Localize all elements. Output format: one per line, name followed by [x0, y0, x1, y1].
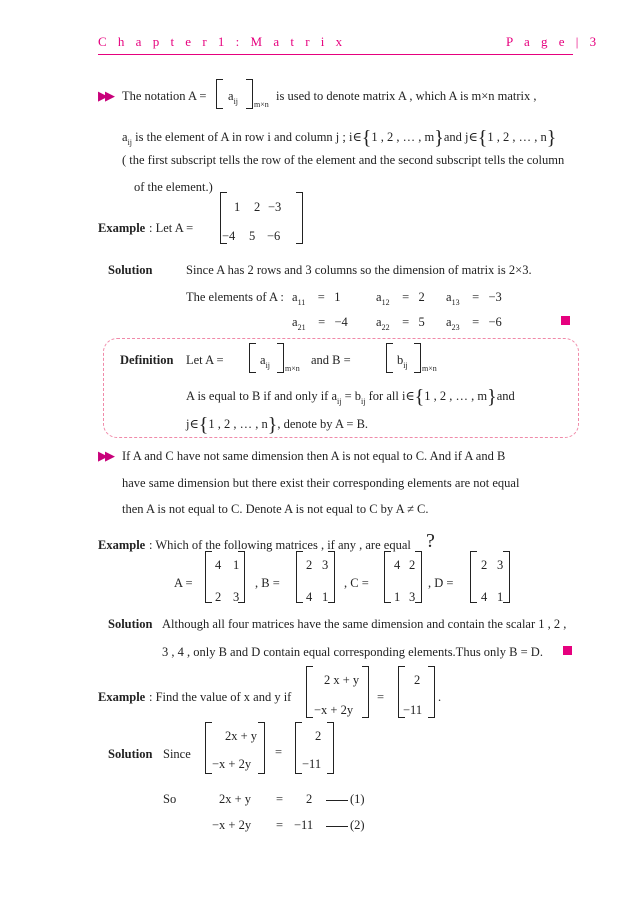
- bullet-arrow-icon: ▶▶: [98, 88, 112, 103]
- elements-label: The elements of A :: [186, 290, 284, 304]
- matrix-cell: 4: [306, 590, 313, 604]
- example-label: Example: [98, 221, 146, 235]
- equation-1-eq: =: [276, 792, 284, 806]
- matrix-D-label: , D =: [428, 576, 454, 590]
- solution-text-2: 3 , 4 , only B and D contain equal corresponding elements.Thus only B = D.: [162, 645, 543, 659]
- definition-label: Definition: [120, 353, 174, 367]
- matrix-cell: −x + 2y: [212, 757, 252, 771]
- solution-label: Solution: [108, 263, 153, 277]
- element-a21: $a_{21}$ = −4: [292, 315, 348, 332]
- matrix-bracket-right: [503, 551, 510, 603]
- def-dim: m×n: [422, 364, 437, 373]
- matrix-cell: 3: [497, 558, 504, 572]
- matrix-bracket-left: [295, 722, 302, 774]
- solution-label: Solution: [108, 747, 153, 761]
- matrix-cell: 3: [409, 590, 416, 604]
- matrix-cell: 2: [481, 558, 488, 572]
- matrix-cell: 5: [249, 229, 256, 243]
- end-square-icon: [563, 646, 572, 655]
- bracket-right: [246, 79, 253, 109]
- inequality-text-2: have same dimension but there exist their corresponding elements are not equal: [122, 476, 520, 490]
- equation-1-rhs: 2: [306, 792, 313, 806]
- matrix-cell: 2: [315, 729, 322, 743]
- equation-2-tag: (2): [350, 818, 365, 832]
- matrix-cell: 3: [322, 558, 329, 572]
- element-a13: $a_{13}$ = −3: [446, 290, 502, 307]
- matrix-cell: −x + 2y: [314, 703, 354, 717]
- equation-2-rhs: −11: [294, 818, 314, 832]
- chapter-title: C h a p t e r 1 : M a t r i x: [98, 34, 347, 49]
- matrix-cell: −11: [403, 703, 423, 717]
- period: .: [438, 690, 442, 704]
- equals-sign: =: [377, 690, 385, 704]
- header-rule: [98, 54, 573, 55]
- solution-text: Since A has 2 rows and 3 columns so the dimension of matrix is 2×3.: [186, 263, 532, 277]
- equation-2-lhs: −x + 2y: [212, 818, 252, 832]
- subscript-note-2: of the element.): [134, 180, 213, 194]
- bracket-right: [277, 343, 284, 373]
- matrix-bracket-left: [470, 551, 477, 603]
- notation-text-b: is used to denote matrix A , which A is m×n matrix ,: [276, 89, 537, 103]
- solution-label: Solution: [108, 617, 153, 631]
- definition-text-3: j∈{1 , 2 , … , n}, denote by A = B.: [186, 414, 369, 436]
- definition-text-1: Let A =: [186, 353, 224, 367]
- matrix-cell: −4: [222, 229, 236, 243]
- notation-element: $a_{ij}$: [228, 89, 239, 106]
- inequality-text-1: If A and C have not same dimension then A is not equal to C. And if A and B: [122, 449, 506, 463]
- matrix-cell: 2: [215, 590, 222, 604]
- matrix-B-label: , B =: [255, 576, 280, 590]
- matrix-bracket-right: [328, 551, 335, 603]
- element-a12: $a_{12}$ = 2: [376, 290, 425, 307]
- subscript-note: ( the first subscript tells the row of the element and the second subscript tells the column: [122, 153, 565, 167]
- matrix-cell: 1: [234, 200, 241, 214]
- example-label: Example: [98, 538, 146, 552]
- equation-rule: [326, 826, 348, 827]
- question-mark: ?: [426, 530, 435, 552]
- inequality-text-3: then A is not equal to C. Denote A is not equal to C by A ≠ C.: [122, 502, 429, 516]
- matrix-C-label: , C =: [344, 576, 369, 590]
- matrix-bracket-left: [296, 551, 303, 603]
- matrix-cell: 2x + y: [225, 729, 258, 743]
- matrix-bracket-right: [327, 722, 334, 774]
- matrix-bracket-right: [238, 551, 245, 603]
- matrix-cell: −3: [268, 200, 282, 214]
- matrix-cell: 1: [322, 590, 329, 604]
- matrix-bracket-right: [415, 551, 422, 603]
- matrix-bracket-right: [428, 666, 435, 718]
- matrix-cell: 2: [414, 673, 421, 687]
- matrix-cell: 2: [409, 558, 416, 572]
- matrix-cell: 2: [306, 558, 313, 572]
- matrix-cell: 4: [481, 590, 488, 604]
- example-label: Example: [98, 690, 146, 704]
- notation-text-a: The notation A =: [122, 89, 207, 103]
- element-a23: $a_{23}$ = −6: [446, 315, 502, 332]
- def-a-element: $a_{ij}$: [260, 353, 271, 370]
- equals-sign: =: [275, 745, 283, 759]
- element-a22: $a_{22}$ = 5: [376, 315, 425, 332]
- aij-desc: $a_{ij}$ is the element of A in row i and column j ; i∈{1 , 2 , … , m}and j∈{1 , 2 , … , n}: [122, 127, 557, 149]
- matrix-cell: 2: [254, 200, 261, 214]
- example-text: : Find the value of x and y if: [149, 690, 292, 704]
- solution-text: Although all four matrices have the same dimension and contain the scalar 1 , 2 ,: [162, 617, 567, 631]
- since-text: Since: [163, 747, 191, 761]
- matrix-cell: 1: [394, 590, 401, 604]
- example-text: : Let A =: [149, 221, 194, 235]
- matrix-bracket-left: [205, 551, 212, 603]
- matrix-bracket-left: [384, 551, 391, 603]
- matrix-cell: 3: [233, 590, 240, 604]
- matrix-cell: 1: [233, 558, 240, 572]
- def-dim: m×n: [285, 364, 300, 373]
- matrix-bracket-right: [362, 666, 369, 718]
- matrix-cell: 1: [497, 590, 504, 604]
- equation-1-tag: (1): [350, 792, 365, 806]
- matrix-cell: 4: [394, 558, 401, 572]
- page-number: P a g e | 3: [506, 34, 601, 49]
- matrix-cell: 4: [215, 558, 222, 572]
- bracket-left: [249, 343, 256, 373]
- matrix-bracket-left: [205, 722, 212, 774]
- def-b-element: $b_{ij}$: [397, 353, 408, 370]
- element-a11: $a_{11}$ = 1: [292, 290, 341, 307]
- equation-1-lhs: 2x + y: [219, 792, 252, 806]
- bracket-left: [386, 343, 393, 373]
- so-text: So: [163, 792, 177, 806]
- example-text: : Which of the following matrices , if any , are equal: [149, 538, 411, 552]
- bracket-left: [216, 79, 223, 109]
- matrix-bracket-right: [296, 192, 303, 244]
- equation-2-eq: =: [276, 818, 284, 832]
- end-square-icon: [561, 316, 570, 325]
- equation-rule: [326, 800, 348, 801]
- matrix-cell: −6: [267, 229, 281, 243]
- bullet-arrow-icon: ▶▶: [98, 448, 112, 463]
- matrix-A-label: A =: [174, 576, 193, 590]
- notation-dim: m×n: [254, 100, 269, 109]
- matrix-cell: 2 x + y: [324, 673, 360, 687]
- matrix-bracket-right: [258, 722, 265, 774]
- bracket-right: [414, 343, 421, 373]
- matrix-bracket-left: [306, 666, 313, 718]
- matrix-cell: −11: [302, 757, 322, 771]
- definition-and: and B =: [311, 353, 351, 367]
- definition-text-2: A is equal to B if and only if $a_{ij} = b_{ij}$ for all i∈{1 , 2 , … , m}and: [186, 386, 515, 408]
